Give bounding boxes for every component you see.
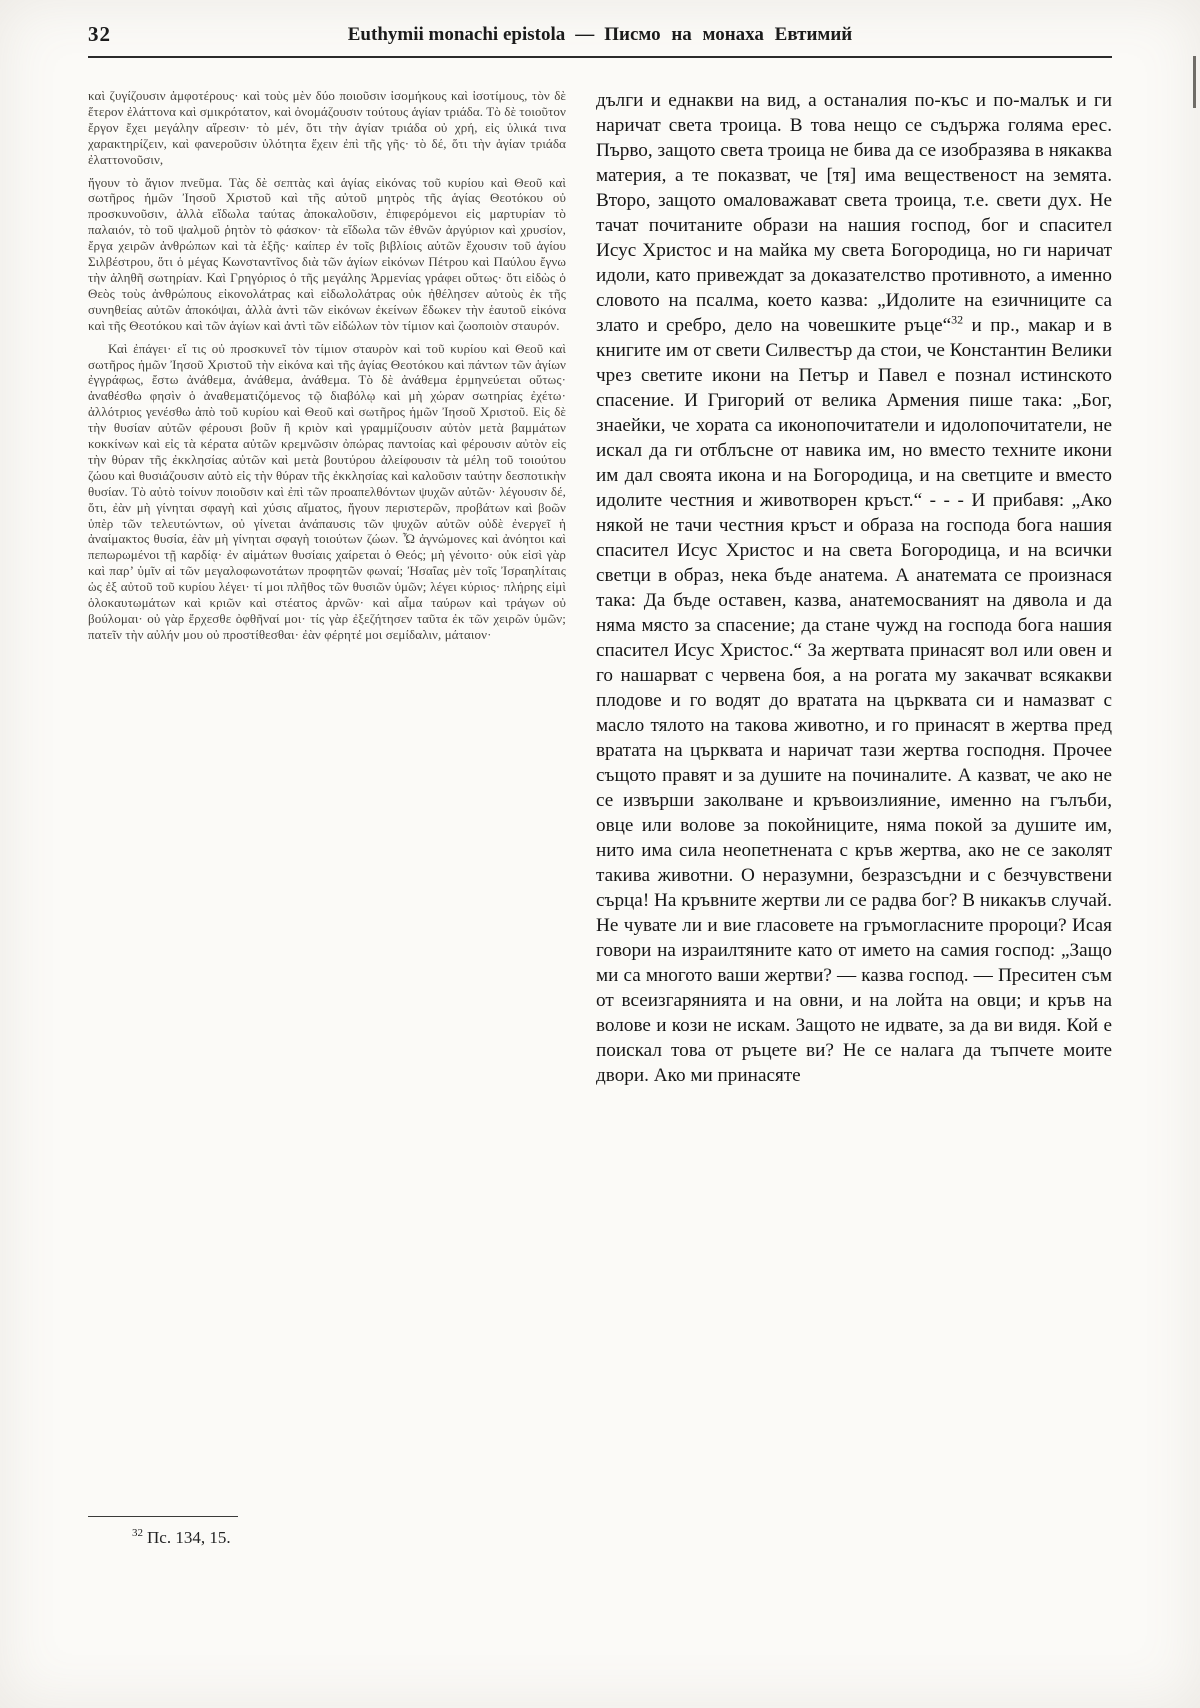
greek-paragraph: ἤγουν τὸ ἅγιον πνεῦμα. Τὰς δὲ σεπτὰς καὶ ἁγίας εἰκόνας τοῦ κυρίου καὶ Θεοῦ καὶ σωτῆρος ἡμῶν Ἰησοῦ Χριστοῦ καὶ τῆς αὐτοῦ μητρὸς τῆς ἁγίας Θεοτόκου οὐ προσκυνοῦσιν, ἀλλὰ εἴδωλα ταύτας ἀποκαλοῦσιν, ἐπιφερόμενοι εἰς μαρτυρίαν τὸ παλαιόν, τὸ τοῦ ψαλμοῦ ῥητὸν τὸ φάσκον· τὰ εἴδωλα τῶν ἐθνῶν ἀργύριον καὶ χρυσίον, ἔργα χειρῶν ἀνθρώπων καὶ τὰ ἑξῆς· καίπερ ἐν τοῖς βιβλίοις αὐτῶν ἔχουσιν τοῦ ἁγίου Σιλβέστρου, ὅτι ὁ μέγας Κωνσταντῖνος διὰ τῶν ἁγίων εἰκόνων Πέτρου καὶ Παύλου ἔγνω τὴν ἀληθῆ σωτηρίαν. Καὶ Γρηγόριος ὁ τῆς μεγάλης Ἀρμενίας γράφει οὕτως· ὅτι εἰδὼς ὁ Θεὸς τοὺς ἀνθρώπους εἰκονολάτρας καὶ εἰδωλολάτρας οὐκ ἠθέλησεν αὐτοὺς ἐκ τῆς συνηθείας αὐτῶν ἀποκόψαι, ἀλλὰ ἀντὶ τῶν εἰκόνων ἐκείνων ἔδωκεν τὴν ἑαυτοῦ εἰκόνα καὶ τῆς Θεοτόκου καὶ τῶν ἁγίων καὶ ἀντὶ τῶν εἰδώλων τὸν τίμιον καὶ ζωοποιὸν σταυρόν. bbox=[88, 174, 566, 333]
running-title-separator: — bbox=[575, 24, 595, 45]
running-title-latin: Euthymii monachi epistola bbox=[347, 24, 566, 45]
bulgarian-text-column bbox=[596, 88, 1112, 1088]
scan-edge-artifact bbox=[1193, 56, 1196, 108]
bulgarian-text-before-ref: дълги и еднакви на вид, а останалия по-къс и по-малък и ги наричат света троица. В това нещо се съдържа голяма ерес. Първо, защото света троица не бива да се изобразява в някаква материя, а те показват, че [тя] има вещественост на земята. Второ, защото омаловажават света троица, т.е. свети дух. Не тачат почитаните образи на нашия господ, бог и спасител Исус Христос и на майка му света Богородица, но ги наричат идоли, като привеждат за доказателство противното, а именно словото на псалма, което казва: „Идолите на езичниците са злато и сребро, дело на човешките ръце“ bbox=[596, 90, 1112, 336]
header-rule bbox=[88, 56, 1112, 58]
greek-text-column bbox=[88, 88, 566, 650]
greek-paragraph: καὶ ζυγίζουσιν ἀμφοτέρους· καὶ τοὺς μὲν δύο ποιοῦσιν ἰσομήκους καὶ ἰσοτίμους, τὸν δὲ ἕτερον ἐλάττονα καὶ σμικρότατον, καὶ ὀνομάζουσιν τούτους ἁγίαν τριάδα. Τὸ δὲ τοιοῦτον ἔργον ἔχει μεγάλην αἵρεσιν· τὸ μέν, ὅτι τὴν ἁγίαν τριάδα οὐ χρή, εἰς ὑλικά τινα χαρακτηρίζειν, καὶ φανεροῦσιν ὑλότητα ἔχειν ἐπὶ τῆς γῆς· τὸ δέ, ὅτι τὴν ἁγίαν τριάδα ἐλαττονοῦσιν, bbox=[88, 88, 566, 167]
footnote-reference-mark: 32 bbox=[951, 312, 964, 327]
footnote-marker: 32 bbox=[132, 1527, 143, 1540]
footnote bbox=[88, 1528, 568, 1548]
footnote-separator-rule bbox=[88, 1516, 238, 1517]
bulgarian-paragraph bbox=[596, 88, 1112, 1088]
page-header bbox=[88, 22, 1112, 52]
bulgarian-text-after-ref: и пр., макар и в книгите им от свети Силвестър да стои, че Константин Велики чрез светите икони на Петър и Павел е познал истинското спасение. И Григорий от велика Армения пише така: „Бог, знаейки, че хората са иконопочитатели и идолопочитатели, не искал да ги отблъсне от навика им, но вместо техните икони им дал своята икона и на Богородица, и на светците и вместо идолите честния и животворен кръст.“ - - - И прибавя: „Ако някой не тачи честния кръст и образа на господа бога нашия спасител Исус Христос и на света Богородица, и на всички светци в образ, нека бъде анатема. А анатемата се произнася така: Да бъде оставен, казва, анатемосваният на дявола и да няма място за спасение; да стане чужд на господа бога нашия спасител Исус Христос.“ За жертвата принасят вол или овен и го нашарват с червена боя, а на рогата му закачват всякакви плодове и го водят до вратата на църквата си и намазват с масло тялото на такова животно, и го принасят в жертва пред вратата на църквата и наричат тази жертва господня. Прочее същото правят и за душите на починалите. А казват, че ако не се извърши заколване и кръвоизлияние, именно на гълъби, овце или волове за покойниците, няма покой за душите им, нито има сила неопетнената с кръв жертва, ако не се заколят такива животни. О неразумни, безразсъдни и с безчувствени сърца! На кръвните жертви ли се радва бог? В никакъв случай. Не чувате ли и вие гласовете на гръмогласните пророци? Исая говори на израилтяните като от името на самия господ: „Защо ми са многото ваши жертви? — казва господ. — Преситен съм от всеизгарянията и на овни, и на лойта на овци; и кръв на волове и кози не искам. Защото не идвате, за да ви видя. Кой е поискал това от ръцете ви? Не се налага да тъпчете моите двори. Ако ми принасяте bbox=[596, 315, 1112, 1086]
running-title bbox=[88, 24, 1112, 46]
running-title-cyrillic: Писмо на монаха Евтимий bbox=[604, 24, 853, 45]
footnote-text: Пс. 134, 15. bbox=[147, 1528, 231, 1547]
two-column-text bbox=[88, 88, 1112, 1088]
page-number: 32 bbox=[88, 22, 111, 46]
greek-paragraph: Καὶ ἐπάγει· εἴ τις οὐ προσκυνεῖ τὸν τίμιον σταυρὸν καὶ τοῦ κυρίου καὶ Θεοῦ καὶ σωτῆρος ἡμῶν Ἰησοῦ Χριστοῦ τὴν εἰκόνα καὶ τῆς ἁγίας Θεοτόκου καὶ πάντων τῶν ἁγίων ἐγγράφως, ἔστω ἀνάθεμα, ἀνάθεμα, ἀνάθεμα. Τὸ δὲ ἀνάθεμα ἑρμηνεύεται οὕτως· ἀναθέσθω φησὶν ὁ ἀναθεματιζόμενος τῷ διαβόλῳ καὶ μὴ χώραν σωτηρίας ἐχέτω· ἀλλότριος γενέσθω ἀπὸ τοῦ κυρίου καὶ Θεοῦ καὶ σωτῆρος ἡμῶν Ἰησοῦ Χριστοῦ. Εἰς δὲ τὴν θυσίαν αὐτῶν φέρουσι βοῦν ἢ κριὸν καὶ γραμμίζουσιν αὐτὸν μετὰ βαμμάτων κοκκίνων καὶ εἰς τὰ κέρατα αὐτῶν κρεμνῶσιν ὀπώρας παντοίας καὶ φέρουσιν αὐτὸν εἰς τὴν θύραν τῆς ἐκκλησίας αὐτῶν καὶ μετὰ βουτύρου ἀλείφουσιν τὰ μέλη τοῦ τοιούτου ζώου καὶ θυσιάζουσιν αὐτὸ εἰς τὴν θύραν τῆς ἐκκλησίας καὶ καλοῦσιν ταύτην δεσποτικὴν θυσίαν. Τὸ αὐτὸ τοίνυν ποιοῦσιν καὶ ἐπὶ τῶν προαπελθόντων ψυχῶν αὐτῶν· λέγουσιν δέ, ὅτι, ἐὰν μὴ γίνηται σφαγὴ καὶ χύσις αἵματος, ἤγουν περιστερῶν, προβάτων καὶ βοῶν ὑπὲρ τῶν τελευτώντων, οὐ γίνεται ἀνάπαυσις τῶν ψυχῶν αὐτῶν οὐδὲ ἐνεργεῖ ἡ ἀναίμακτος θυσία, ἐὰν μὴ γίνηται σφαγὴ τοιούτων ζώων. Ὦ ἀγνώμονες καὶ ἀνόητοι καὶ πεπωρωμένοι τῇ καρδίᾳ· ἐν αἱμάτων θυσίαις χαίρεται ὁ Θεός; μὴ γένοιτο· οὐκ εἰσὶ γὰρ καὶ παρ’ ὑμῖν αἱ τῶν μεγαλοφωνοτάτων προφητῶν φωναί; Ἠσαΐας μὲν τοῖς Ἰσραηλίταις ὡς ἐξ αὐτοῦ τοῦ κυρίου λέγει· τί μοι πλῆθος τῶν θυσιῶν ὑμῶν; λέγει κύριος· πλήρης εἰμὶ ὁλοκαυτωμάτων καὶ κριῶν καὶ στέατος ἀρνῶν· καὶ αἷμα ταύρων καὶ τράγων οὐ βούλομαι· οὐ γὰρ ἔρχεσθε ὀφθῆναί μοι· τίς γὰρ ἐξεζήτησεν ταῦτα ἐκ τῶν χειρῶν ὑμῶν; πατεῖν τὴν αὐλήν μου οὐ προστίθεσθαι· ἐὰν φέρητέ μοι σεμίδαλιν, μάταιον· bbox=[88, 340, 566, 642]
